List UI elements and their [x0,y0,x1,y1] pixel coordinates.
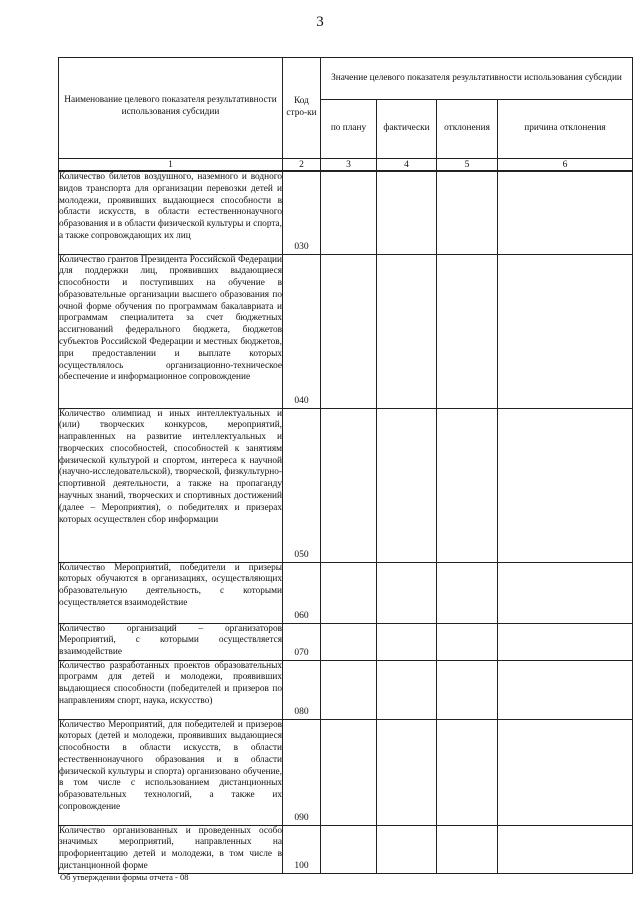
value-deviation-cell[interactable] [437,171,498,254]
value-plan-cell[interactable] [321,825,377,873]
value-reason-cell[interactable] [498,254,633,408]
indicator-description: Количество билетов воздушного, наземного и водного видов транспорта для организации перевозки детей и молодежи, проявивших выдающиеся способности в области искусств, в области естественнонаучного образования и в области физической культуры и спорта, а также сопровождающих их лиц [59,171,283,254]
footer-note: Об утверждении формы отчета - 08 [60,872,189,882]
value-plan-cell[interactable] [321,254,377,408]
value-plan-cell[interactable] [321,171,377,254]
header-indicator-name: Наименование целевого показателя результативности использования субсидии [59,58,283,159]
value-deviation-cell[interactable] [437,825,498,873]
column-number: 6 [498,159,633,172]
value-actual-cell[interactable] [377,719,437,825]
header-deviation-reason: причина отклонения [498,100,633,159]
value-actual-cell[interactable] [377,660,437,719]
row-code: 080 [283,660,321,719]
value-reason-cell[interactable] [498,408,633,562]
indicator-description: Количество грантов Президента Российской Федерации для поддержки лиц, проявивших выдающиеся способности и поступивших на обучение в образовательные организации высшего образования по очной форме обучения по программам бакалавриата и программам специалитета за счет бюджетных ассигнований федерального бюджета, бюджетов субъектов Российской Федерации и местных бюджетов, при предоставлении и выплате которых осуществлялось организационно-техническое обеспечение и информационное сопровождение [59,254,283,408]
column-number: 5 [437,159,498,172]
value-actual-cell[interactable] [377,825,437,873]
header-plan: по плану [321,100,377,159]
value-deviation-cell[interactable] [437,623,498,660]
indicator-description: Количество организаций – организаторов Мероприятий, с которыми осуществляется взаимодействие [59,623,283,660]
page-number: 3 [316,14,324,30]
indicator-description: Количество Мероприятий, для победителей и призеров которых (детей и молодежи, проявивших выдающиеся способности в области искусств, в области естественнонаучного образования и в области физической культуры и спорта) организовано обучение, в том числе с использованием дистанционных образовательных технологий, а также их сопровождение [59,719,283,825]
value-deviation-cell[interactable] [437,254,498,408]
table-row [59,623,633,660]
row-code: 040 [283,254,321,408]
value-actual-cell[interactable] [377,408,437,562]
column-number: 4 [377,159,437,172]
value-plan-cell[interactable] [321,562,377,623]
value-deviation-cell[interactable] [437,562,498,623]
value-reason-cell[interactable] [498,719,633,825]
value-deviation-cell[interactable] [437,408,498,562]
value-plan-cell[interactable] [321,660,377,719]
table-row [59,254,633,408]
table-row [59,719,633,825]
row-code: 050 [283,408,321,562]
value-plan-cell[interactable] [321,623,377,660]
header-deviation: отклонения [437,100,498,159]
table-row [59,408,633,562]
indicator-description: Количество организованных и проведенных особо значимых мероприятий, направленных на профориентацию детей и молодежи, в том числе в дистанционной форме [59,825,283,873]
indicator-description: Количество Мероприятий, победители и призеры которых обучаются в организациях, осуществляющих образовательную деятельность, с которыми осуществляется взаимодействие [59,562,283,623]
table-row [59,171,633,254]
value-actual-cell[interactable] [377,623,437,660]
value-deviation-cell[interactable] [437,719,498,825]
value-actual-cell[interactable] [377,171,437,254]
value-actual-cell[interactable] [377,562,437,623]
header-row-code: Код стро-ки [283,58,321,159]
row-code: 060 [283,562,321,623]
value-reason-cell[interactable] [498,623,633,660]
value-reason-cell[interactable] [498,825,633,873]
header-indicator-value: Значение целевого показателя результативности использования субсидии [321,58,633,100]
value-reason-cell[interactable] [498,171,633,254]
value-deviation-cell[interactable] [437,660,498,719]
table-row [59,825,633,873]
value-reason-cell[interactable] [498,660,633,719]
column-number: 1 [59,159,283,172]
header-actual: фактически [377,100,437,159]
report-table [58,57,633,874]
column-number: 2 [283,159,321,172]
row-code: 100 [283,825,321,873]
value-plan-cell[interactable] [321,408,377,562]
row-code: 030 [283,171,321,254]
value-plan-cell[interactable] [321,719,377,825]
table-row [59,660,633,719]
value-actual-cell[interactable] [377,254,437,408]
indicator-description: Количество разработанных проектов образовательных программ для детей и молодежи, проявивших выдающиеся способности (победителей и призеров по направлениям спорт, наука, искусство) [59,660,283,719]
column-number: 3 [321,159,377,172]
value-reason-cell[interactable] [498,562,633,623]
row-code: 070 [283,623,321,660]
table-row [59,562,633,623]
row-code: 090 [283,719,321,825]
indicator-description: Количество олимпиад и иных интеллектуальных и (или) творческих конкурсов, мероприятий, направленных на развитие интеллектуальных и творческих способностей, способностей к занятиям физической культурой и спортом, интереса к научной (научно-исследовательской), творческой, физкультурно-спортивной деятельности, а также на пропаганду научных знаний, творческих и спортивных достижений (далее – Мероприятия), о победителях и призерах которых осуществлен сбор информации [59,408,283,562]
